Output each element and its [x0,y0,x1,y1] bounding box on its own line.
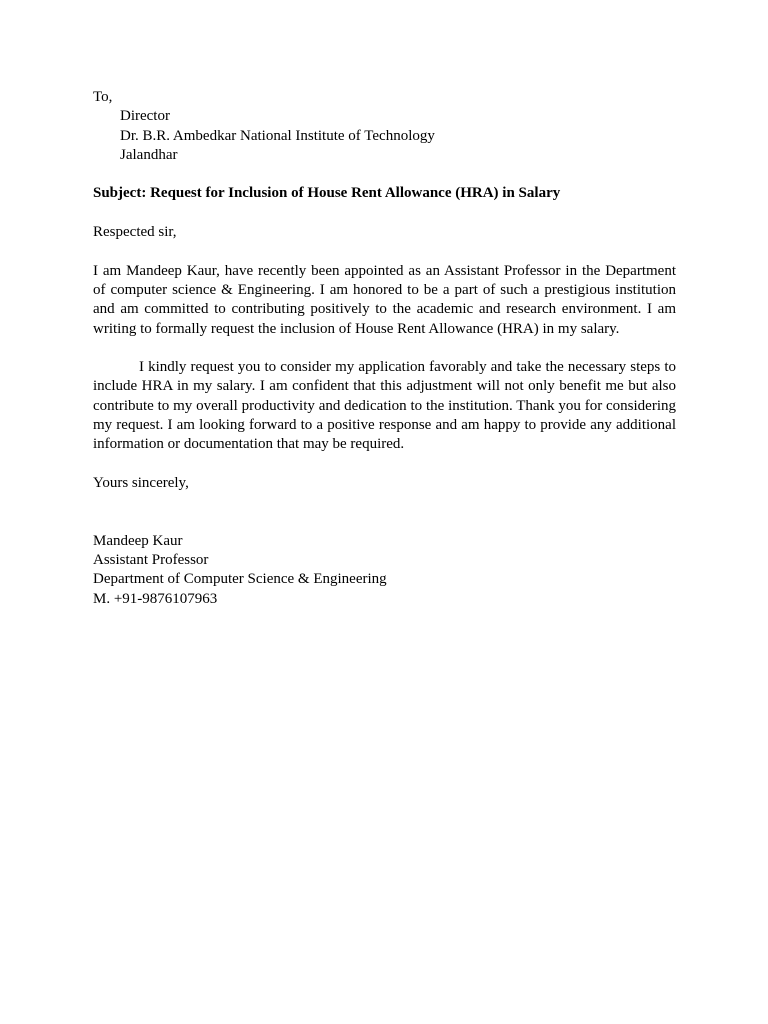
letter-page [93,88,676,609]
closing: Yours sincerely, [93,474,189,491]
signature-department: Department of Computer Science & Engineering [93,571,387,588]
signature-mobile: M. +91-9876107963 [93,590,218,607]
recipient-institute: Dr. B.R. Ambedkar National Institute of Technology [120,127,435,144]
signature-name: Mandeep Kaur [93,532,183,549]
body-paragraph-1: I am Mandeep Kaur, have recently been appointed as an Assistant Professor in the Department of computer science & Engineering. I am honored to be a part of such a prestigious institution and am committed to contributing positively to the academic and research environment. I am writing to formally request the inclusion of House Rent Allowance (HRA) in my salary. [93,262,676,337]
body-paragraph-2: I kindly request you to consider my application favorably and take the necessary steps to include HRA in my salary. I am confident that this adjustment will not only benefit me but also contribute to my overall productivity and dedication to the institution. Thank you for considering my request. I am looking forward to a positive response and am happy to provide any additional information or documentation that may be required. [93,359,676,453]
recipient-block [93,88,676,165]
recipient-to: To, [93,89,113,105]
signature-title: Assistant Professor [93,552,209,569]
recipient-city: Jalandhar [120,146,178,163]
signature-block [93,532,676,609]
salutation: Respected sir, [93,224,177,241]
letter-subject: Subject: Request for Inclusion of House Rent Allowance (HRA) in Salary [93,185,561,202]
recipient-designation: Director [120,108,170,125]
